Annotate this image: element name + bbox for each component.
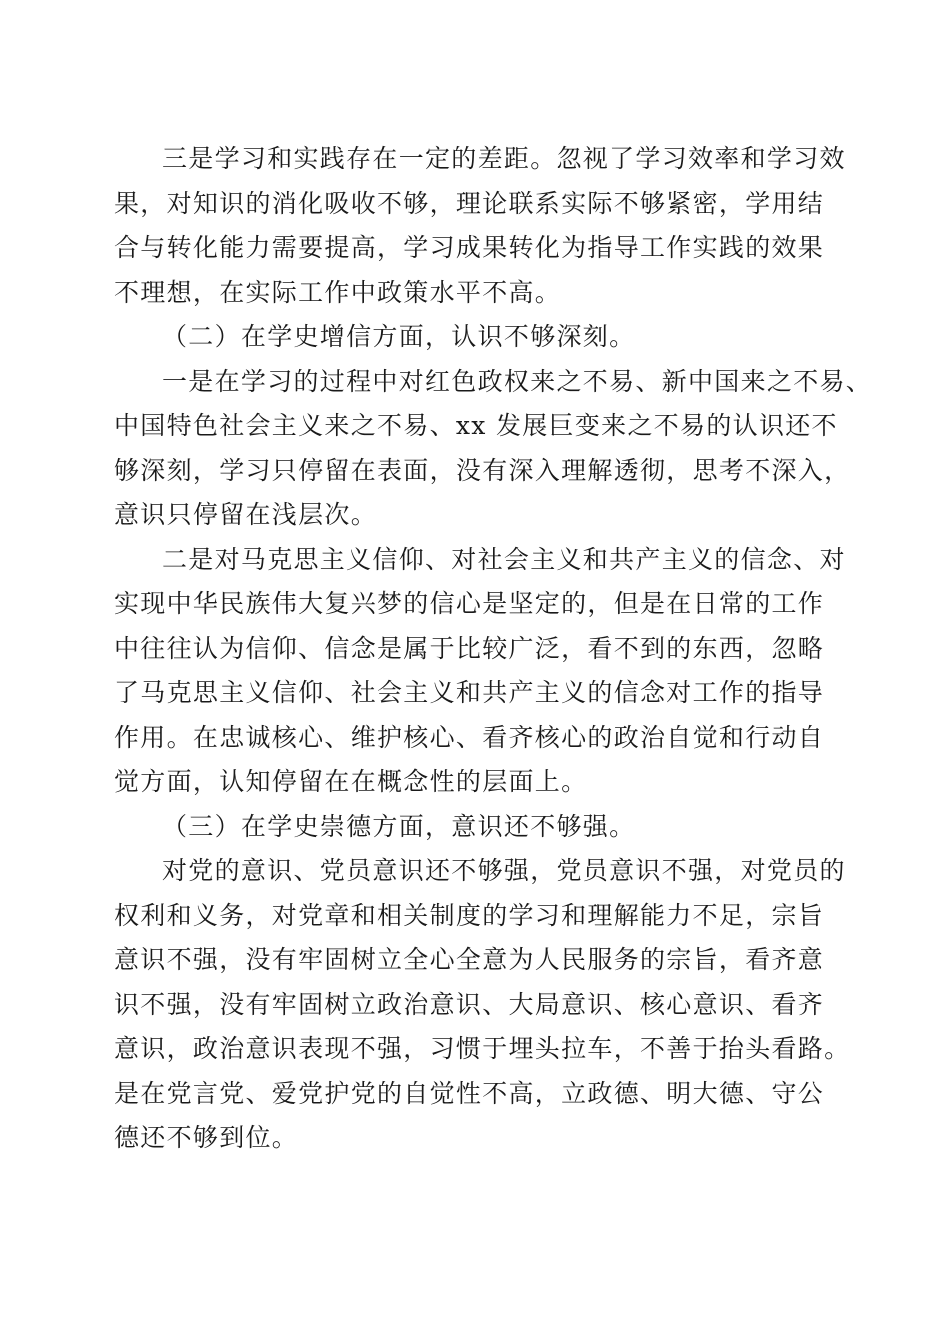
text-line: 实现中华民族伟大复兴梦的信心是坚定的，但是在日常的工作 [114,589,825,618]
heading-line: （二）在学史增信方面，认识不够深刻。 [162,322,636,351]
text-line: 一是在学习的过程中对红色政权来之不易、新中国来之不易、 [162,366,873,396]
text-line: 德还不够到位。 [114,1123,299,1152]
text-line: 识不强，没有牢固树立政治意识、大局意识、核心意识、看齐 [114,989,825,1019]
text-line: 中国特色社会主义来之不易、xx 发展巨变来之不易的认识还不 [114,411,838,440]
text-line: 了马克思主义信仰、社会主义和共产主义的信念对工作的指导 [114,678,825,707]
paragraph-party-awareness [114,849,854,1161]
heading-line: （三）在学史崇德方面，意识还不够强。 [162,811,636,841]
text-line: 作用。在忠诚核心、维护核心、看齐核心的政治自觉和行动自 [114,722,825,752]
text-line: 合与转化能力需要提高，学习成果转化为指导工作实践的效果 [114,233,825,262]
text-line: 觉方面，认知停留在在概念性的层面上。 [114,767,588,796]
text-line: 是在党言党、爱党护党的自觉性不高，立政德、明大德、守公 [114,1078,825,1108]
section-heading-morality [114,805,854,850]
text-line: 意识不强，没有牢固树立全心全意为人民服务的宗旨，看齐意 [114,945,825,974]
text-line: 够深刻，学习只停留在表面，没有深入理解透彻，思考不深入， [114,455,851,485]
paragraph-learning-practice-gap [114,137,854,315]
text-line: 三是学习和实践存在一定的差距。忽视了学习效率和学习效 [162,144,846,173]
text-line: 意识只停留在浅层次。 [114,500,378,529]
text-line: 权利和义务，对党章和相关制度的学习和理解能力不足，宗旨 [114,900,825,930]
text-line: 对党的意识、党员意识还不够强，党员意识不强，对党员的 [162,856,846,885]
section-heading-confidence [114,315,854,360]
paragraph-belief-faith [114,538,854,805]
text-line: 意识，政治意识表现不强，习惯于埋头拉车，不善于抬头看路。 [114,1034,851,1063]
paragraph-understanding-depth [114,360,873,538]
document-page [114,137,873,1161]
text-line: 中往往认为信仰、信念是属于比较广泛，看不到的东西，忽略 [114,633,825,663]
text-line: 果，对知识的消化吸收不够，理论联系实际不够紧密，学用结 [114,188,825,218]
text-line: 二是对马克思主义信仰、对社会主义和共产主义的信念、对 [162,544,846,574]
text-line: 不理想，在实际工作中政策水平不高。 [114,277,562,307]
